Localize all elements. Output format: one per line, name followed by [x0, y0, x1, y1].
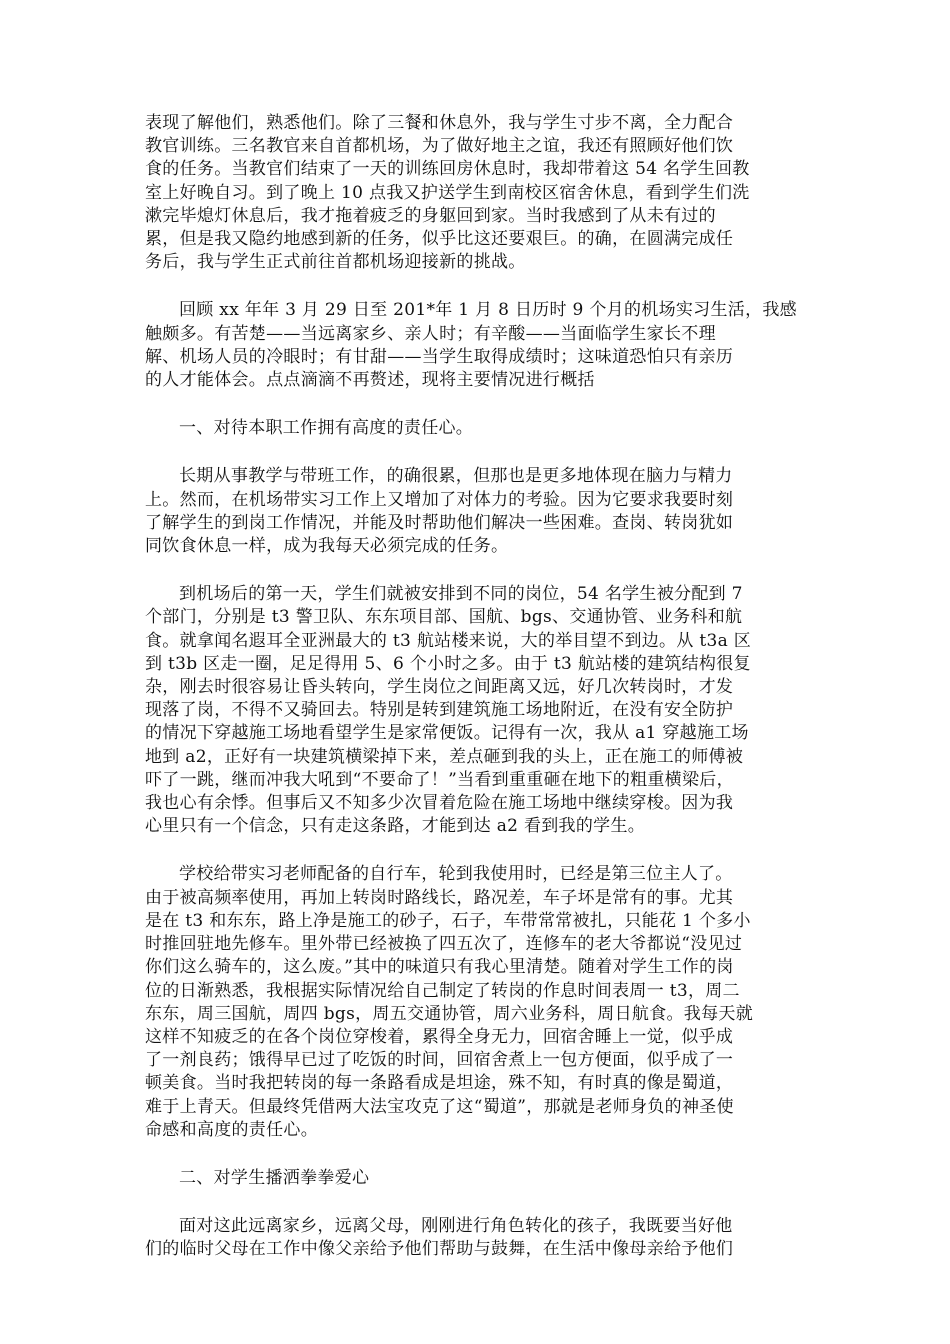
text-line: 了解学生的到岗工作情况，并能及时帮助他们解决一些困难。查岗、转岗犹如 [145, 512, 734, 533]
text-line: 地到 a2，正好有一块建筑横梁掉下来，差点砸到我的头上，正在施工的师傅被 [145, 746, 744, 767]
section-heading [145, 1167, 805, 1190]
text-line: 长期从事教学与带班工作，的确很累，但那也是更多地体现在脑力与精力 [179, 466, 733, 487]
text-line: 顿美食。当时我把转岗的每一条路看成是坦途，殊不知，有时真的像是蜀道， [145, 1073, 734, 1094]
text-line: 表现了解他们，熟悉他们。除了三餐和休息外，我与学生寸步不离，全力配合 [145, 113, 734, 133]
text-line: 位的日渐熟悉，我根据实际情况给自己制定了转岗的作息时间表周一 t3，周二 [145, 980, 740, 1001]
text-line: 解、机场人员的冷眼时；有甘甜——当学生取得成绩时；这味道恐怕只有亲历 [145, 346, 734, 367]
text-line: 由于被高频率使用，再加上转岗时路线长，路况差，车子坏是常有的事。尤其 [145, 887, 734, 908]
text-line: 漱完毕熄灯休息后，我才拖着疲乏的身躯回到家。当时我感到了从未有过的 [145, 205, 716, 226]
text-line: 累，但是我又隐约地感到新的任务，似乎比这还要艰巨。的确，在圆满完成任 [145, 229, 734, 250]
text-line: 二、对学生播洒拳拳爱心 [179, 1167, 370, 1188]
text-line: 东东，周三国航，周四 bgs，周五交通协管，周六业务科，周日航食。我每天就 [145, 1003, 753, 1024]
body-paragraph [145, 112, 805, 274]
text-line: 杂，刚去时很容易让昏头转向，学生岗位之间距离又远，好几次转岗时，才发 [145, 677, 734, 698]
body-paragraph [145, 299, 805, 392]
text-line: 你们这么骑车的，这么废。”其中的味道只有我心里清楚。随着对学生工作的岗 [145, 957, 734, 978]
text-line: 们的临时父母在工作中像父亲给予他们帮助与鼓舞，在生活中像母亲给予他们 [145, 1239, 734, 1260]
body-paragraph [145, 1215, 805, 1261]
text-line: 现落了岗，不得不又骑回去。特别是转到建筑施工场地附近，在没有安全防护 [145, 700, 734, 721]
body-paragraph [145, 465, 805, 558]
text-line: 务后，我与学生正式前往首都机场迎接新的挑战。 [145, 252, 526, 273]
text-line: 吓了一跳，继而冲我大吼到“不要命了！”当看到重重砸在地下的粗重横梁后， [145, 769, 734, 790]
text-line: 触颇多。有苦楚——当远离家乡、亲人时；有辛酸——当面临学生家长不理 [145, 323, 716, 344]
text-line: 心里只有一个信念，只有走这条路，才能到达 a2 看到我的学生。 [145, 816, 646, 837]
document-page [145, 112, 805, 1287]
text-line: 室上好晚自习。到了晚上 10 点我又护送学生到南校区宿舍休息，看到学生们洗 [145, 182, 750, 203]
text-line: 时推回驻地先修车。里外带已经被换了四五次了，连修车的老大爷都说“没见过 [145, 934, 743, 955]
text-line: 的情况下穿越施工场地看望学生是家常便饭。记得有一次，我从 a1 穿越施工场 [145, 723, 749, 744]
text-line: 难于上青天。但最终凭借两大法宝攻克了这“蜀道”，那就是老师身负的神圣使 [145, 1096, 734, 1117]
text-line: 食。就拿闻名遐耳全亚洲最大的 t3 航站楼来说，大的举目望不到边。从 t3a 区 [145, 630, 752, 651]
text-line: 这样不知疲乏的在各个岗位穿梭着，累得全身无力，回宿舍睡上一觉，似乎成 [145, 1026, 734, 1047]
body-paragraph [145, 863, 805, 1141]
text-line: 学校给带实习老师配备的自行车，轮到我使用时，已经是第三位主人了。 [179, 864, 733, 885]
text-line: 的人才能体会。点点滴滴不再赘述，现将主要情况进行概括 [145, 370, 595, 391]
text-line: 一、对待本职工作拥有高度的责任心。 [179, 418, 474, 439]
text-line: 同饮食休息一样，成为我每天必须完成的任务。 [145, 536, 509, 557]
body-paragraph [145, 583, 805, 838]
text-line: 命感和高度的责任心。 [145, 1119, 318, 1140]
text-line: 到 t3b 区走一圈，足足得用 5、6 个小时之多。由于 t3 航站楼的建筑结构很复 [145, 653, 751, 674]
text-line: 到机场后的第一天，学生们就被安排到不同的岗位，54 名学生被分配到 7 [179, 584, 743, 605]
text-line: 了一剂良药；饿得早已过了吃饭的时间，回宿舍煮上一包方便面，似乎成了一 [145, 1050, 734, 1071]
text-line: 我也心有余悸。但事后又不知多少次冒着危险在施工场地中继续穿梭。因为我 [145, 793, 734, 814]
text-line: 食的任务。当教官们结束了一天的训练回房休息时，我却带着这 54 名学生回教 [145, 159, 750, 180]
text-line: 面对这此远离家乡，远离父母，刚刚进行角色转化的孩子，我既要当好他 [179, 1216, 733, 1237]
text-line: 回顾 xx 年年 3 月 29 日至 201*年 1 月 8 日历时 9 个月的机场实习生活，我感 [179, 300, 797, 321]
text-line: 个部门，分别是 t3 警卫队、东东项目部、国航、bgs、交通协管、业务科和航 [145, 607, 743, 628]
text-line: 上。然而，在机场带实习工作上又增加了对体力的考验。因为它要求我要时刻 [145, 489, 734, 510]
section-heading [145, 417, 805, 440]
text-line: 是在 t3 和东东，路上净是施工的砂子，石子，车带常常被扎，只能花 1 个多小 [145, 910, 751, 931]
text-line: 教官训练。三名教官来自首都机场，为了做好地主之谊，我还有照顾好他们饮 [145, 136, 734, 157]
